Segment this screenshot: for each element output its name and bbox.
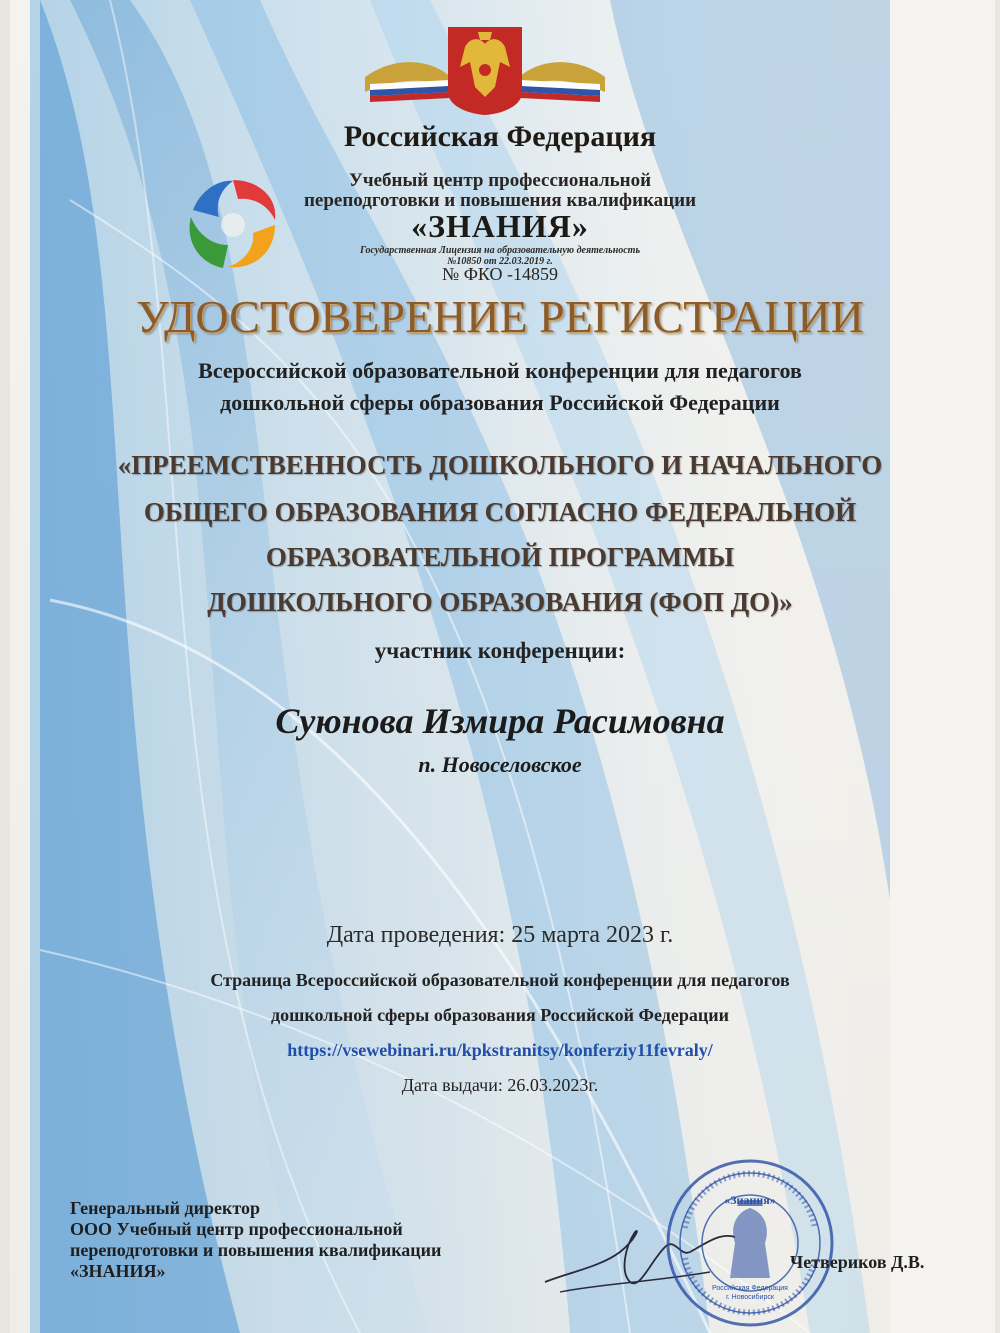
license-text: Государственная Лицензия на образовательную деятельность bbox=[359, 245, 641, 256]
topic-line-4: ДОШКОЛЬНОГО ОБРАЗОВАНИЯ (ФОП ДО)» bbox=[207, 587, 793, 617]
director-title-line-3: переподготовки и повышения квалификации bbox=[70, 1240, 442, 1260]
conference-line-2: дошкольной сферы образования Российской Федерации bbox=[220, 390, 780, 415]
participant-place: п. Новоселовское bbox=[418, 752, 582, 777]
russian-coat-of-arms-emblem bbox=[360, 22, 610, 117]
registration-number: № ФКО -14859 bbox=[442, 264, 558, 284]
page-info-line-2: дошкольной сферы образования Российской Федерации bbox=[271, 1005, 729, 1025]
participant-name: Суюнова Измира Расимовна bbox=[275, 701, 725, 741]
organization-stamp bbox=[665, 1158, 835, 1328]
director-title-line-4: «ЗНАНИЯ» bbox=[70, 1261, 166, 1281]
conference-url-link[interactable]: https://vsewebinari.ru/kpkstranitsy/konferziy11fevraly/ bbox=[287, 1040, 713, 1060]
stamp-line-2: г. Новосибирск bbox=[726, 1294, 774, 1301]
director-name: Четвериков Д.В. bbox=[790, 1252, 925, 1272]
document-title: УДОСТОВЕРЕНИЕ РЕГИСТРАЦИИ bbox=[136, 291, 864, 342]
event-date: Дата проведения: 25 марта 2023 г. bbox=[326, 922, 674, 948]
org-line-2: переподготовки и повышения квалификации bbox=[303, 190, 697, 211]
issue-date: Дата выдачи: 26.03.2023г. bbox=[401, 1075, 599, 1095]
director-title-line-1: Генеральный директор bbox=[70, 1198, 260, 1218]
org-line-1: Учебный центр профессиональной bbox=[348, 170, 652, 191]
topic-line-3: ОБРАЗОВАТЕЛЬНОЙ ПРОГРАММЫ bbox=[265, 542, 735, 572]
country-title: Российская Федерация bbox=[343, 120, 657, 153]
license-number: №10850 от 22.03.2019 г. bbox=[447, 256, 553, 267]
stamp-center-text: «Знания» bbox=[724, 1193, 776, 1207]
org-name: «ЗНАНИЯ» bbox=[411, 208, 589, 244]
topic-line-2: ОБЩЕГО ОБРАЗОВАНИЯ СОГЛАСНО ФЕДЕРАЛЬНОЙ bbox=[143, 497, 857, 527]
page-info-line-1: Страница Всероссийской образовательной конференции для педагогов bbox=[210, 970, 790, 990]
topic-line-1: «ПРЕЕМСТВЕННОСТЬ ДОШКОЛЬНОГО И НАЧАЛЬНОГО bbox=[117, 450, 883, 480]
director-block bbox=[70, 1198, 441, 1282]
director-title-line-2: ООО Учебный центр профессиональной bbox=[70, 1219, 403, 1239]
conference-line-1: Всероссийской образовательной конференции для педагогов bbox=[198, 358, 802, 383]
stamp-line-1: Российская Федерация bbox=[712, 1285, 788, 1292]
role-label: участник конференции: bbox=[374, 638, 626, 663]
